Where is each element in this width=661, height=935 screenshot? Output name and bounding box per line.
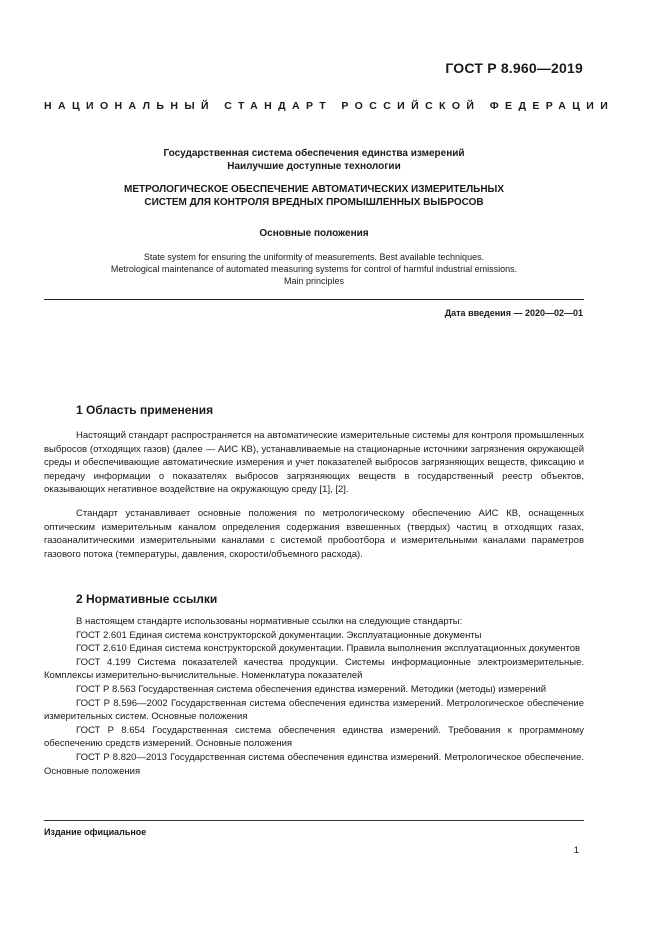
reference-item: ГОСТ 2.610 Единая система конструкторской документации. Правила выполнения эксплуатационных документов [76, 643, 581, 655]
header-divider [44, 299, 584, 300]
series-title-line2: Наилучшие доступные технологии [227, 161, 401, 172]
section-1-paragraph-1: Настоящий стандарт распространяется на автоматические измерительные системы для контроля промышленных выбросов (отходящих газов) (далее — АИС КВ), устанавливаемые на стационарные источники загрязнения окружающей среды и обеспечивающие автоматические измерения и учет показателей выбросов загрязняющих веществ, фиксацию и передачу информации о показателях выбросов загрязняющих веществ в государственный реестр объектов, оказывающих негативное воздействие на окружающую среду [1], [2]. [44, 430, 584, 496]
section-1-paragraph-2: Стандарт устанавливает основные положения по метрологическому обеспечению АИС КВ, оснащенных оптическим измерительным каналом определения содержания взвешенных (твердых) частиц в отходящих газах, газоаналитическими измерительными каналами с системой пробоотбора и измерительными каналами параметров газового потока (температуры, давления, скорости/объемного расхода). [44, 508, 584, 560]
reference-item: ГОСТ Р 8.596—2002 Государственная система обеспечения единства измерений. Метрологическое обеспечение измерительных систем. Основные положения [44, 697, 584, 723]
series-title-line1: Государственная система обеспечения единства измерений [163, 148, 465, 159]
introduction-date: Дата введения — 2020—02—01 [444, 308, 583, 318]
reference-item: ГОСТ Р 8.820—2013 Государственная система обеспечения единства измерений. Метрологическое обеспечение. Основные положения [44, 751, 584, 777]
official-edition-label: Издание официальное [44, 827, 147, 837]
document-code: ГОСТ Р 8.960—2019 [445, 60, 583, 76]
page-number: 1 [573, 845, 579, 856]
section-1-heading: 1 Область применения [76, 403, 214, 417]
normative-references [44, 615, 584, 778]
national-standard-banner: НАЦИОНАЛЬНЫЙ СТАНДАРТ РОССИЙСКОЙ ФЕДЕРАЦИИ [44, 100, 615, 112]
english-title-line3: Main principles [283, 276, 345, 286]
reference-item: ГОСТ Р 8.654 Государственная система обеспечения единства измерений. Требования к программному обеспечению средств измерений. Основные положения [44, 724, 584, 750]
section-2-heading: 2 Нормативные ссылки [76, 592, 218, 606]
english-title-line2: Metrological maintenance of automated measuring systems for control of harmful industrial emissions. [110, 264, 518, 274]
reference-item: ГОСТ 4.199 Система показателей качества продукции. Системы информационные электроизмерительные. Комплексы измерительно-вычислительные. Номенклатура показателей [44, 656, 584, 682]
reference-item: ГОСТ 2.601 Единая система конструкторской документации. Эксплуатационные документы [76, 629, 482, 641]
document-subtitle: Основные положения [259, 228, 369, 239]
references-intro: В настоящем стандарте использованы нормативные ссылки на следующие стандарты: [76, 616, 463, 627]
document-title-line2: СИСТЕМ ДЛЯ КОНТРОЛЯ ВРЕДНЫХ ПРОМЫШЛЕННЫХ ВЫБРОСОВ [144, 197, 484, 208]
document-title-line1: МЕТРОЛОГИЧЕСКОЕ ОБЕСПЕЧЕНИЕ АВТОМАТИЧЕСКИХ ИЗМЕРИТЕЛЬНЫХ [123, 184, 505, 195]
english-title-line1: State system for ensuring the uniformity of measurements. Best available techniques. [143, 252, 485, 262]
footer-divider [44, 820, 584, 821]
reference-item: ГОСТ Р 8.563 Государственная система обеспечения единства измерений. Методики (методы) измерений [76, 683, 547, 695]
